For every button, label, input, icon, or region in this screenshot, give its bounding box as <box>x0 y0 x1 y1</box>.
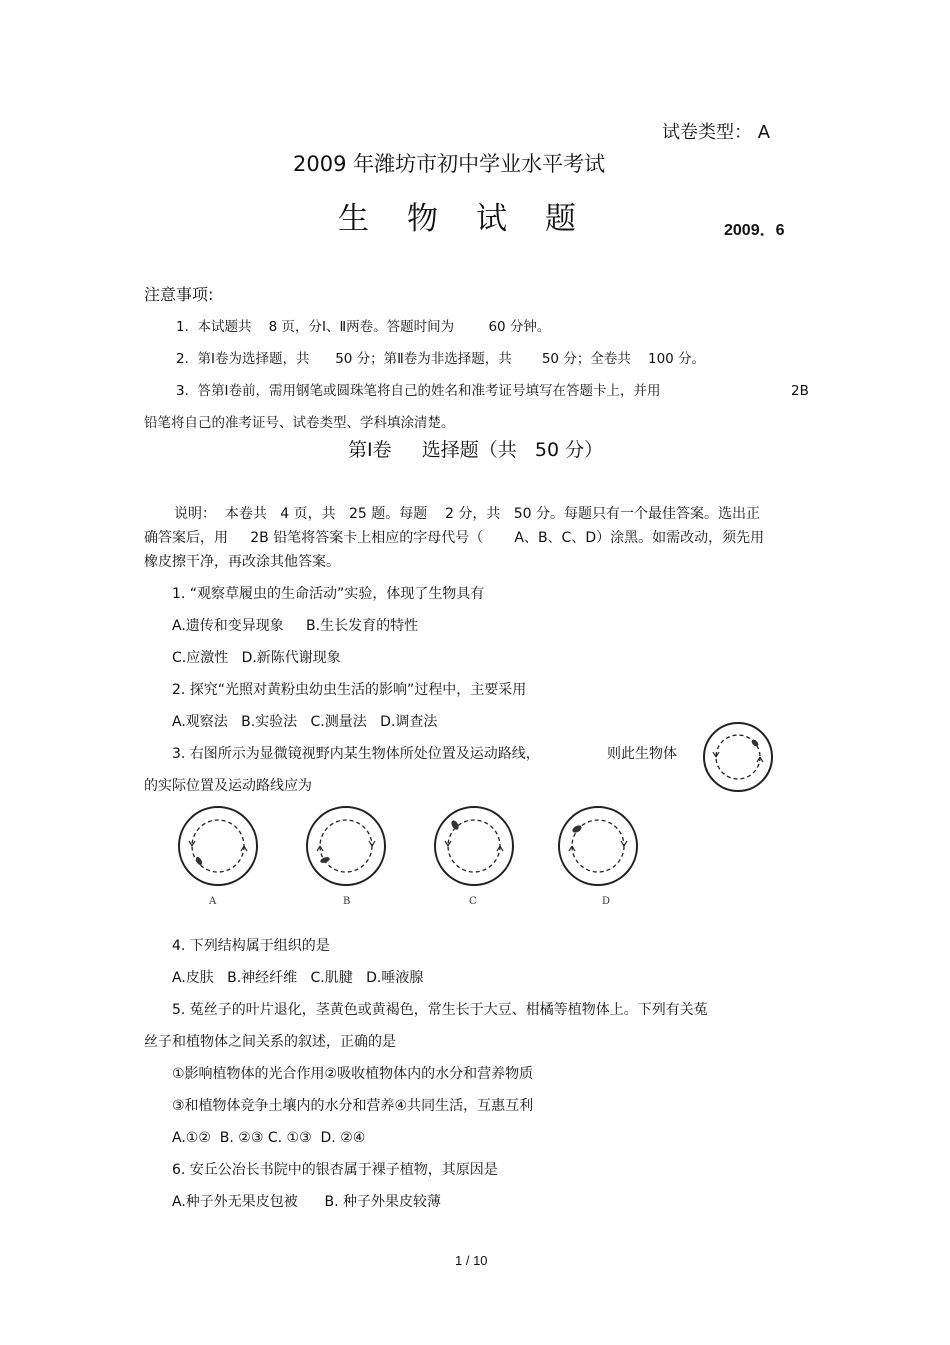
paper-type: 试卷类型： A <box>662 122 771 143</box>
microscope-field-option-d <box>557 805 639 887</box>
question-stem: 丝子和植物体之间关系的叙述，正确的是 <box>144 1034 396 1050</box>
question-options: A.皮肤 B.神经纤维 C.肌腱 D.唾液腺 <box>172 970 424 986</box>
microscope-field-option-b <box>305 805 387 887</box>
figure-label-d: D <box>602 896 611 907</box>
question-statement: ③和植物体竞争土壤内的水分和营养④共同生活，互惠互利 <box>172 1098 534 1114</box>
subject-title: 生物试题 <box>338 201 614 237</box>
exam-title: 2009 年潍坊市初中学业水平考试 <box>293 152 606 176</box>
question-stem: 4. 下列结构属于组织的是 <box>172 938 330 954</box>
microscope-field-reference <box>702 721 774 793</box>
question-stem-tail: 则此生物体 <box>607 746 677 762</box>
question-options: C.应激性 D.新陈代谢现象 <box>172 650 341 666</box>
note-item: 2. 第Ⅰ卷为选择题，共 50 分；第Ⅱ卷为非选择题，共 50 分；全卷共 100 分。 <box>176 351 706 367</box>
question-statement: ①影响植物体的光合作用②吸收植物体内的水分和营养物质 <box>172 1066 534 1082</box>
figure-label-c: C <box>469 896 477 907</box>
note-item: 3. 答第Ⅰ卷前，需用钢笔或圆珠笔将自己的姓名和准考证号填写在答题卡上，并用 <box>176 383 661 399</box>
question-options: A.遗传和变异现象 B.生长发育的特性 <box>172 618 419 634</box>
question-stem: 3. 右图所示为显微镜视野内某生物体所处位置及运动路线， <box>172 746 540 762</box>
question-stem: 1. “观察草履虫的生命活动”实验，体现了生物具有 <box>172 586 485 602</box>
microscope-field-option-c <box>433 805 515 887</box>
page-number: 1 / 10 <box>455 1253 488 1268</box>
section-desc-line: 橡皮擦干净，再改涂其他答案。 <box>144 554 340 570</box>
question-stem: 的实际位置及运动路线应为 <box>144 778 312 794</box>
question-stem: 5. 菟丝子的叶片退化，茎黄色或黄褐色，常生长于大豆、柑橘等植物体上。下列有关菟 <box>172 1002 708 1018</box>
exam-date: 2009．6 <box>724 222 785 239</box>
question-stem: 6. 安丘公冶长书院中的银杏属于裸子植物，其原因是 <box>172 1162 498 1178</box>
microscope-field-option-a <box>177 805 259 887</box>
note-item: 1. 本试题共 8 页，分Ⅰ、Ⅱ两卷。答题时间为 60 分钟。 <box>176 319 551 335</box>
question-options: A.①② B. ②③ C. ①③ D. ②④ <box>172 1130 366 1146</box>
section-desc-line: 确答案后，用 2B 铅笔将答案卡上相应的字母代号（ A、B、C、D）涂黑。如需改动，须先用 <box>144 530 765 546</box>
section-title: 第Ⅰ卷 选择题（共 50 分） <box>348 439 604 461</box>
figure-label-b: B <box>343 896 351 907</box>
note-item: 铅笔将自己的准考证号、试卷类型、学科填涂清楚。 <box>144 415 455 431</box>
figure-label-a: A <box>209 896 217 907</box>
note-item-tail: 2B <box>791 383 809 399</box>
notes-heading: 注意事项: <box>144 285 214 304</box>
section-desc-line: 说明： 本卷共 4 页，共 25 题。每题 2 分，共 50 分。每题只有一个最佳答案。选出正 <box>174 506 760 522</box>
question-options: A.种子外无果皮包被 B. 种子外果皮较薄 <box>172 1194 441 1210</box>
question-stem: 2. 探究“光照对黄粉虫幼虫生活的影响”过程中，主要采用 <box>172 682 527 698</box>
question-options: A.观察法 B.实验法 C.测量法 D.调查法 <box>172 714 438 730</box>
